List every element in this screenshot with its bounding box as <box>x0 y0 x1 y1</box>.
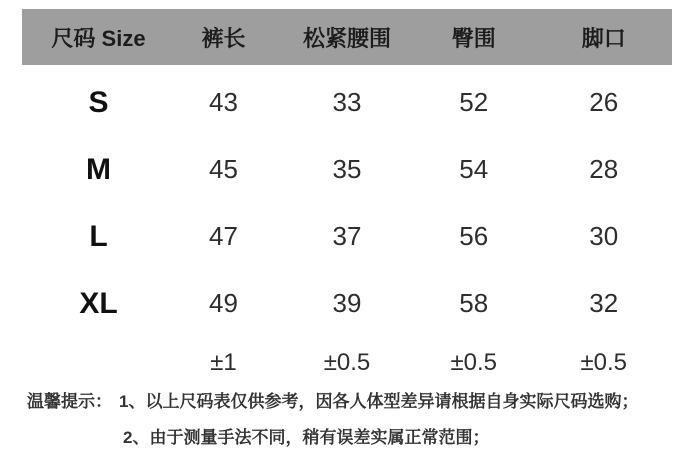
tolerance-cell: ±0.5 <box>450 349 498 376</box>
table-header-row <box>22 9 672 65</box>
note-line-1 <box>27 391 690 413</box>
header-cell-hip: 臀围 <box>451 25 496 51</box>
size-label: S <box>88 85 109 119</box>
value-cell: 37 <box>332 221 362 251</box>
notes-section <box>27 391 690 449</box>
value-cell: 35 <box>332 154 362 184</box>
value-cell: 58 <box>459 288 489 318</box>
value-cell: 28 <box>589 154 619 184</box>
value-cell: 43 <box>209 87 238 117</box>
value-cell: 52 <box>459 87 489 117</box>
header-cell-hem: 脚口 <box>581 25 626 51</box>
header-cell-length: 裤长 <box>201 25 246 51</box>
table-row-s <box>22 69 672 136</box>
notes-label: 温馨提示： <box>27 392 112 411</box>
table-row-xl <box>22 270 672 337</box>
value-cell: 56 <box>459 221 489 251</box>
size-table <box>22 9 672 389</box>
value-cell: 45 <box>209 154 238 184</box>
value-cell: 26 <box>589 87 619 117</box>
size-label: XL <box>79 286 118 320</box>
size-chart-sheet <box>0 9 690 461</box>
tolerance-cell: ±1 <box>210 349 237 376</box>
value-cell: 49 <box>209 288 238 318</box>
tolerance-cell: ±0.5 <box>580 349 628 376</box>
table-row-m <box>22 136 672 203</box>
header-cell-size: 尺码 Size <box>51 25 146 51</box>
value-cell: 39 <box>332 288 362 318</box>
size-label: L <box>89 219 108 253</box>
note-line-2 <box>27 427 690 449</box>
value-cell: 54 <box>459 154 489 184</box>
value-cell: 33 <box>332 87 362 117</box>
value-cell: 47 <box>209 221 238 251</box>
tolerance-cell: ±0.5 <box>323 349 371 376</box>
note-text: 1、以上尺码表仅供参考，因各人体型差异请根据自身实际尺码选购； <box>119 392 639 411</box>
note-text: 2、由于测量手法不同，稍有误差实属正常范围； <box>123 428 490 447</box>
header-cell-waist: 松紧腰围 <box>302 25 391 51</box>
size-label: M <box>86 152 111 186</box>
value-cell: 32 <box>589 288 619 318</box>
table-row-l <box>22 203 672 270</box>
table-row-tolerance <box>22 337 672 389</box>
value-cell: 30 <box>589 221 619 251</box>
